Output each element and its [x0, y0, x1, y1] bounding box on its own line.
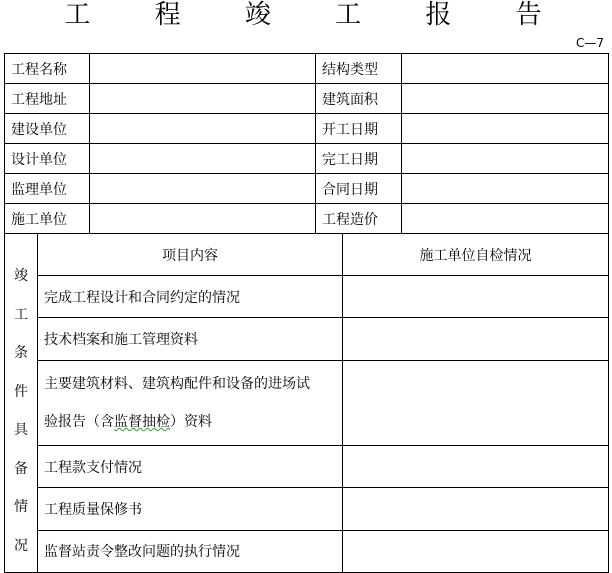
- conditions-header-row: [5, 234, 609, 276]
- spellcheck-underlined-text: 监督抽检: [114, 413, 170, 430]
- condition-row: [5, 360, 609, 446]
- condition-item-text: 完成工程设计和合同约定的情况: [38, 276, 343, 318]
- condition-row: [5, 276, 609, 318]
- condition-item-line2: [44, 403, 342, 441]
- condition-item-text: 技术档案和施工管理资料: [38, 318, 343, 360]
- value-client[interactable]: [90, 114, 316, 144]
- info-row-designer: [5, 144, 609, 174]
- value-start-date[interactable]: [402, 114, 609, 144]
- condition-check-cell[interactable]: [343, 318, 609, 360]
- value-designer[interactable]: [90, 144, 316, 174]
- side-label-char: 条: [14, 345, 28, 361]
- side-label-char: 件: [14, 383, 28, 400]
- info-row-project-name: [5, 54, 609, 84]
- side-label-char: 情: [14, 499, 28, 515]
- form-code: C—7: [575, 36, 604, 50]
- side-label-char: 备: [14, 460, 28, 477]
- label-designer: 设计单位: [5, 144, 90, 174]
- info-row-client: [5, 114, 609, 144]
- label-contract-date: 合同日期: [316, 174, 402, 204]
- header-item-content: 项目内容: [38, 234, 343, 276]
- info-row-contractor: [5, 204, 609, 234]
- line2-part-a: 验报告（含: [44, 413, 114, 430]
- value-project-address[interactable]: [90, 84, 316, 114]
- condition-item-text: 工程款支付情况: [38, 446, 343, 488]
- condition-item-text-multiline: [38, 360, 343, 446]
- value-completion-date[interactable]: [402, 144, 609, 174]
- condition-row: [5, 488, 609, 530]
- condition-check-cell[interactable]: [343, 446, 609, 488]
- header-self-check: 施工单位自检情况: [343, 234, 609, 276]
- label-structure-type: 结构类型: [316, 54, 402, 84]
- label-project-cost: 工程造价: [316, 204, 402, 234]
- report-title: 工 程 竣 工 报 告: [64, 0, 570, 30]
- side-label-char: 况: [14, 537, 28, 554]
- condition-item-text: 工程质量保修书: [38, 488, 343, 530]
- value-supervisor[interactable]: [90, 174, 316, 204]
- info-row-project-address: [5, 84, 609, 114]
- condition-row: [5, 318, 609, 360]
- info-row-supervisor: [5, 174, 609, 204]
- conditions-side-label: [5, 234, 38, 573]
- label-project-address: 工程地址: [5, 84, 90, 114]
- value-project-cost[interactable]: [402, 204, 609, 234]
- condition-check-cell[interactable]: [343, 530, 609, 572]
- condition-item-line1: 主要建筑材料、建筑构配件和设备的进场试: [44, 375, 310, 392]
- value-building-area[interactable]: [402, 84, 609, 114]
- value-contractor[interactable]: [90, 204, 316, 234]
- report-table: [4, 53, 609, 573]
- side-label-char: 工: [14, 306, 28, 323]
- value-structure-type[interactable]: [402, 54, 609, 84]
- label-project-name: 工程名称: [5, 54, 90, 84]
- value-contract-date[interactable]: [402, 174, 609, 204]
- side-label-char: 竣: [14, 268, 28, 284]
- label-completion-date: 完工日期: [316, 144, 402, 174]
- condition-row: [5, 446, 609, 488]
- value-project-name[interactable]: [90, 54, 316, 84]
- label-supervisor: 监理单位: [5, 174, 90, 204]
- side-label-char: 具: [14, 422, 28, 438]
- line2-part-c: ）资料: [170, 413, 212, 430]
- condition-item-text: 监督站责令整改问题的执行情况: [38, 530, 343, 572]
- label-client: 建设单位: [5, 114, 90, 144]
- label-contractor: 施工单位: [5, 204, 90, 234]
- label-start-date: 开工日期: [316, 114, 402, 144]
- label-building-area: 建筑面积: [316, 84, 402, 114]
- condition-check-cell[interactable]: [343, 276, 609, 318]
- condition-check-cell[interactable]: [343, 360, 609, 446]
- condition-row: [5, 530, 609, 572]
- condition-check-cell[interactable]: [343, 488, 609, 530]
